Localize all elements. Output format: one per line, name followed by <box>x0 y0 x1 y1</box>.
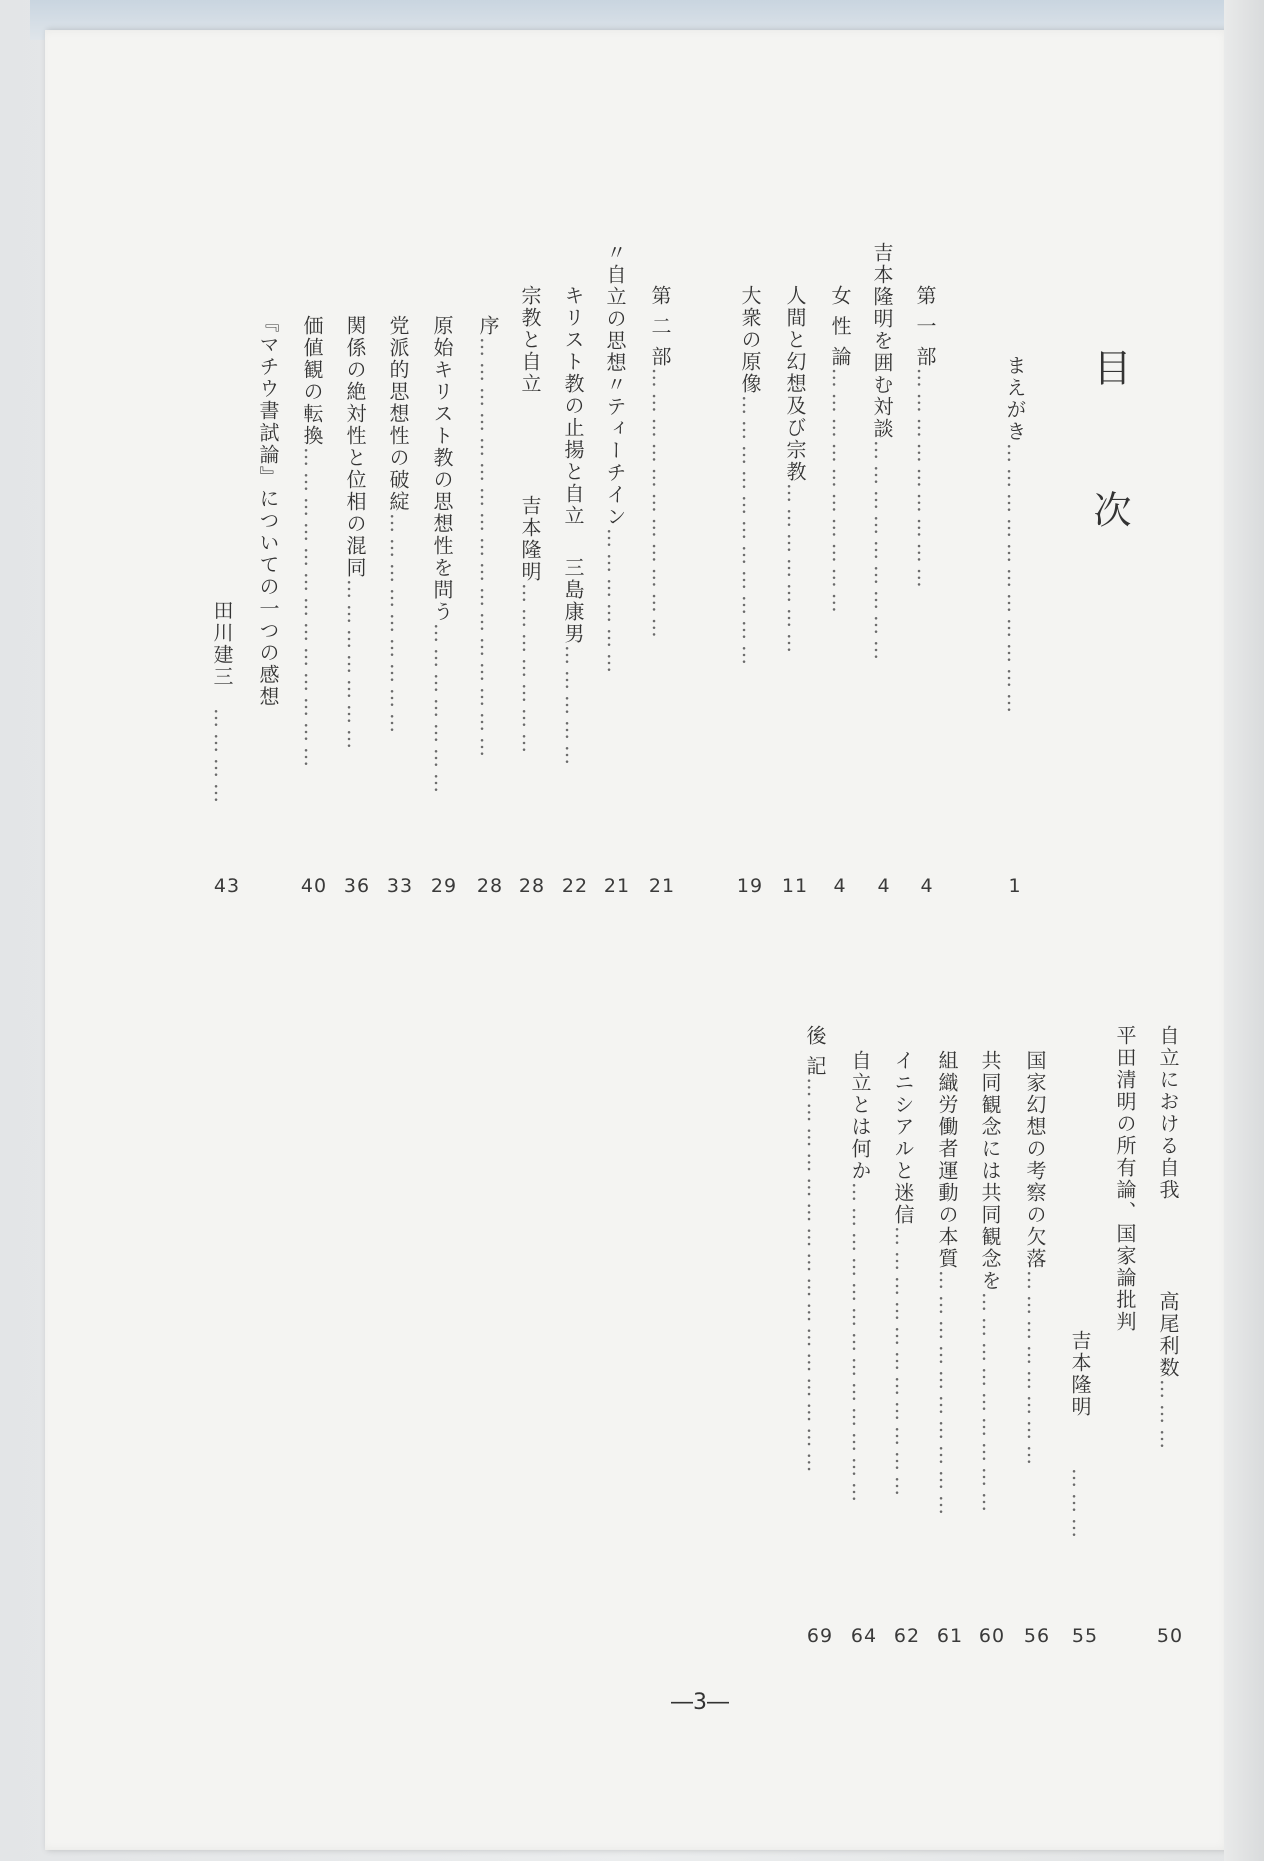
dot-leader: ……………………… <box>870 440 894 665</box>
toc-entry-hirata <box>1115 1025 1135 1333</box>
entry-author: 吉本隆明 <box>518 495 542 583</box>
dot-leader: ……………………… <box>913 367 937 593</box>
entry-text: 第 一 部 <box>913 285 937 368</box>
toc-entry-tagawa <box>212 600 232 808</box>
entry-text: 吉本隆明を囲む対談 <box>870 242 894 440</box>
toc-entry-shukyo <box>520 285 540 758</box>
toc-entry-kokka <box>1025 1050 1045 1470</box>
page-number: 21 <box>648 875 676 897</box>
entry-text: 価値観の転換 <box>300 315 324 447</box>
page-number: 28 <box>518 875 546 897</box>
toc-entry-initial <box>893 1050 913 1501</box>
toc-entry-maegaki <box>1005 355 1025 718</box>
toc-entry-christ <box>563 285 583 770</box>
toc-entry-genshi <box>432 315 452 798</box>
entry-text: 平田清明の所有論、国家論批判 <box>1113 1025 1137 1333</box>
dot-leader: ………………… <box>783 483 807 658</box>
page-number: 40 <box>300 875 328 897</box>
dot-leader: ………………… <box>518 583 542 758</box>
page-number: 56 <box>1023 1625 1051 1647</box>
dot-leader: ………………… <box>430 623 454 798</box>
dot-leader: ……………………… <box>978 1292 1002 1517</box>
entry-author: 田川建三 <box>210 600 234 688</box>
toc-entry-jo <box>478 315 498 762</box>
dot-leader: …………… <box>561 645 585 770</box>
toc-entry-matthew <box>258 312 278 708</box>
page-number: 22 <box>561 875 589 897</box>
entry-text: 国家幻想の考察の欠落 <box>1023 1050 1047 1270</box>
toc-entry-part2 <box>650 285 670 643</box>
dot-leader: ………………… <box>343 579 367 754</box>
footer-page-number: ―3― <box>671 1690 729 1715</box>
toc-entry-taishu <box>740 285 760 670</box>
page-number: 33 <box>386 875 414 897</box>
dot-leader: …………………………………………… <box>476 337 500 762</box>
page-number: 69 <box>806 1625 834 1647</box>
toc-entry-joseiron <box>830 285 850 618</box>
page-number: 60 <box>978 1625 1006 1647</box>
page-number: 4 <box>920 875 934 897</box>
entry-text: 『マチウ書試論』についての一つの感想 <box>256 312 280 708</box>
entry-author: 吉本隆明 <box>1068 1330 1092 1418</box>
entry-text: 関係の絶対性と位相の混同 <box>343 315 367 579</box>
toc-entry-kyodo <box>980 1050 1000 1517</box>
entry-text: まえがき <box>1003 355 1027 443</box>
entry-text: 第 二 部 <box>648 285 672 368</box>
toc-entry-jiga <box>1158 1025 1178 1454</box>
page-number: 62 <box>893 1625 921 1647</box>
dot-leader: …………………………… <box>648 367 672 643</box>
toc-entry-soshiki <box>937 1050 957 1520</box>
dot-leader: ………………………… <box>935 1270 959 1520</box>
page-number: 55 <box>1071 1625 1099 1647</box>
toc-entry-taidan <box>872 242 892 665</box>
entry-text: 自立とは何か <box>848 1050 872 1182</box>
page-number: 4 <box>877 875 891 897</box>
page-number: 29 <box>430 875 458 897</box>
entry-text: 原始キリスト教の思想性を問う <box>430 315 454 623</box>
page-number: 21 <box>603 875 631 897</box>
entry-text: 人間と幻想及び宗教 <box>783 285 807 483</box>
entry-text: 大衆の原像 <box>738 285 762 395</box>
page-number: 4 <box>833 875 847 897</box>
page-title: 目 次 <box>1087 348 1131 575</box>
entry-text: キリスト教の止揚と自立 <box>561 285 585 527</box>
entry-author: 三島康男 <box>561 557 585 645</box>
toc-entry-toha <box>388 315 408 738</box>
dot-leader: ………………………………… <box>848 1182 872 1507</box>
dot-leader: …………………… <box>1023 1270 1047 1470</box>
entry-text: 党派的思想性の破綻 <box>386 315 410 513</box>
dot-leader: ………… <box>210 708 234 808</box>
page-number: 1 <box>1008 875 1022 897</box>
toc-entry-kachi <box>302 315 322 772</box>
dot-leader: ……… <box>1068 1468 1092 1543</box>
toc-entry-yoshimoto <box>1070 1330 1090 1543</box>
entry-text: 序 <box>476 315 500 337</box>
toc-entry-ningen <box>785 285 805 658</box>
page-number: 28 <box>476 875 504 897</box>
entry-author: 高尾利数 <box>1156 1291 1180 1379</box>
entry-text: 共同観念には共同観念を <box>978 1050 1002 1292</box>
entry-text: 〃自立の思想〃ティーチイン <box>603 242 627 528</box>
page-number: 61 <box>936 1625 964 1647</box>
page-number: 11 <box>781 875 809 897</box>
entry-text: 後 記 <box>803 1025 827 1078</box>
dot-leader: …………………………… <box>891 1226 915 1501</box>
entry-text: イニシアルと迷信 <box>891 1050 915 1226</box>
page-number: 19 <box>736 875 764 897</box>
entry-text: 組織労働者運動の本質 <box>935 1050 959 1270</box>
dot-leader: …………………………… <box>738 395 762 670</box>
page-number: 50 <box>1156 1625 1184 1647</box>
next-page-edge <box>1224 0 1264 1861</box>
dot-leader: ……………………… <box>386 513 410 738</box>
page-number: 43 <box>213 875 241 897</box>
dot-leader: ……………… <box>603 528 627 678</box>
toc-entry-kankei <box>345 315 365 754</box>
entry-text: 自立における自我 <box>1156 1025 1180 1201</box>
toc-entry-koki <box>805 1025 825 1477</box>
entry-text: 宗教と自立 <box>518 285 542 395</box>
toc-entry-teach-in <box>605 242 625 678</box>
toc-entry-part1 <box>915 285 935 593</box>
dot-leader: ………………………… <box>828 367 852 618</box>
page-number: 36 <box>343 875 371 897</box>
dot-leader: ……… <box>1156 1379 1180 1454</box>
dot-leader: ………………………………… <box>300 447 324 772</box>
dot-leader: …………………………… <box>1003 443 1027 718</box>
toc-entry-jiritsu <box>850 1050 870 1507</box>
entry-text: 女 性 論 <box>828 285 852 368</box>
page-number: 64 <box>850 1625 878 1647</box>
document-page <box>45 30 1230 1850</box>
dot-leader: ………………………………………… <box>803 1077 827 1478</box>
